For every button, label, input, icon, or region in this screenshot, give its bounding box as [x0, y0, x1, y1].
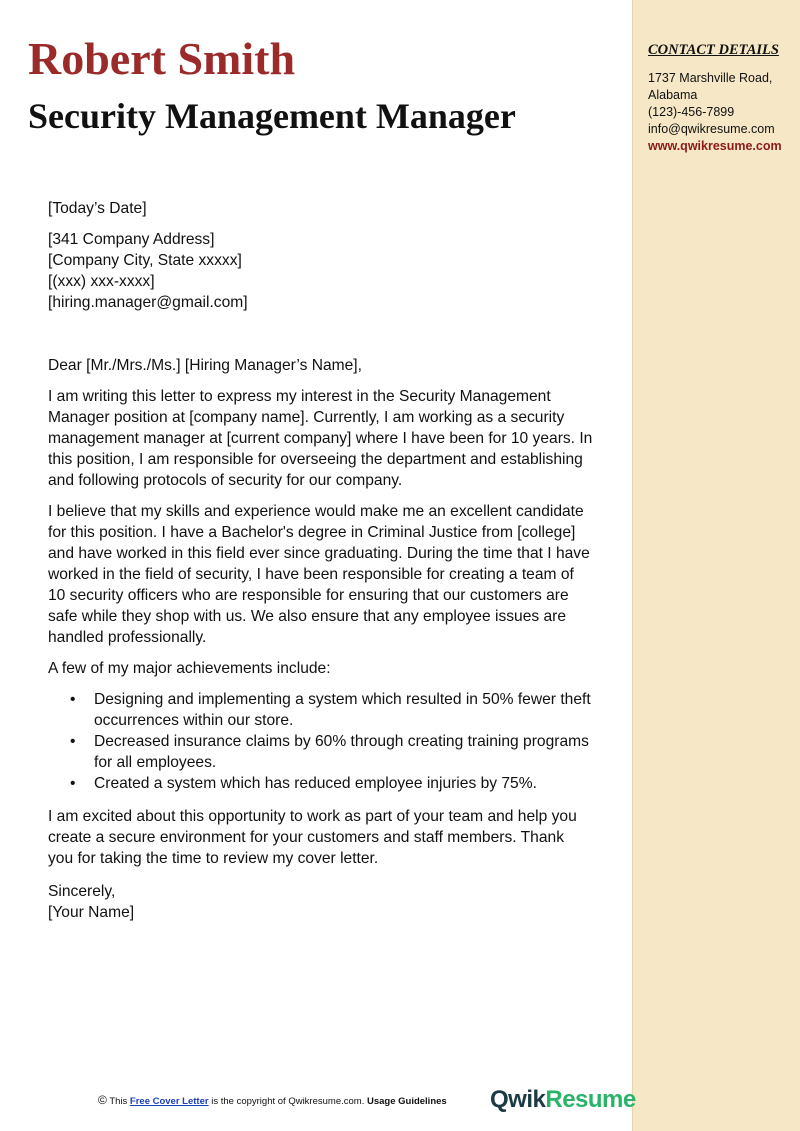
contact-details — [648, 70, 782, 155]
paragraph: A few of my major achievements include: — [48, 660, 331, 677]
achievements-list — [94, 689, 593, 794]
logo-part: Qwik — [490, 1086, 546, 1113]
address-line: Alabama — [648, 88, 698, 102]
usage-guidelines-link[interactable]: Usage Guidelines — [366, 1096, 447, 1107]
website-link[interactable]: www.qwikresume.com — [648, 139, 782, 153]
recipient-line: [341 Company Address] — [48, 231, 215, 248]
signature: [Your Name] — [48, 904, 135, 921]
phone: (123)-456-7899 — [648, 105, 735, 119]
recipient-line: [(xxx) xxx-xxxx] — [48, 273, 155, 290]
email: info@qwikresume.com — [648, 122, 775, 136]
paragraph: I am writing this letter to express my interest in the Security Management Manager position at [company name]. Currently, I am working as a security management manager at [current company] where I have been for 10 years. In this position, I am responsible for overseeing the department and establishing and following protocols of security for our company. — [48, 388, 593, 489]
footer — [98, 1093, 447, 1107]
job-title: Security Management Manager — [28, 96, 516, 136]
logo-part: Resume — [545, 1086, 636, 1113]
qwikresume-logo — [490, 1086, 636, 1114]
free-cover-letter-link[interactable]: Free Cover Letter — [129, 1096, 209, 1107]
signoff: Sincerely, — [48, 883, 116, 900]
paragraph: I believe that my skills and experience would make me an excellent candidate for this position. I have a Bachelor's degree in Criminal Justice from [college] and have worked in this field ever since graduating. During the time that I have worked in the field of security, I have been responsible for creating a team of 10 security officers who are responsible for ensuring that our customers are safe while they shop with us. We also ensure that any employee issues are handled professionally. — [48, 503, 590, 646]
copyright-icon: © — [98, 1093, 107, 1107]
letter-body — [48, 198, 593, 923]
recipient-line: [hiring.manager@gmail.com] — [48, 294, 248, 311]
list-item: • Decreased insurance claims by 60% through creating training programs for all employees. — [94, 731, 593, 773]
applicant-name: Robert Smith — [28, 33, 296, 84]
salutation: Dear [Mr./Mrs./Ms.] [Hiring Manager’s Name], — [48, 357, 362, 374]
recipient-block — [48, 229, 593, 313]
contact-sidebar — [632, 0, 800, 1131]
footer-text: is the copyright of Qwikresume.com. — [211, 1096, 365, 1107]
contact-heading: CONTACT DETAILS — [648, 42, 779, 58]
date: [Today’s Date] — [48, 200, 147, 217]
footer-text: This — [109, 1096, 128, 1107]
closing-paragraph: I am excited about this opportunity to work as part of your team and help you create a secure environment for your customers and staff members. Thank you for taking the time to review my cover letter. — [48, 808, 577, 867]
list-item: • Created a system which has reduced employee injuries by 75%. — [94, 773, 593, 794]
list-item: • Designing and implementing a system which resulted in 50% fewer theft occurrences within our store. — [94, 689, 593, 731]
address-line: 1737 Marshville Road, — [648, 71, 773, 85]
recipient-line: [Company City, State xxxxx] — [48, 252, 242, 269]
